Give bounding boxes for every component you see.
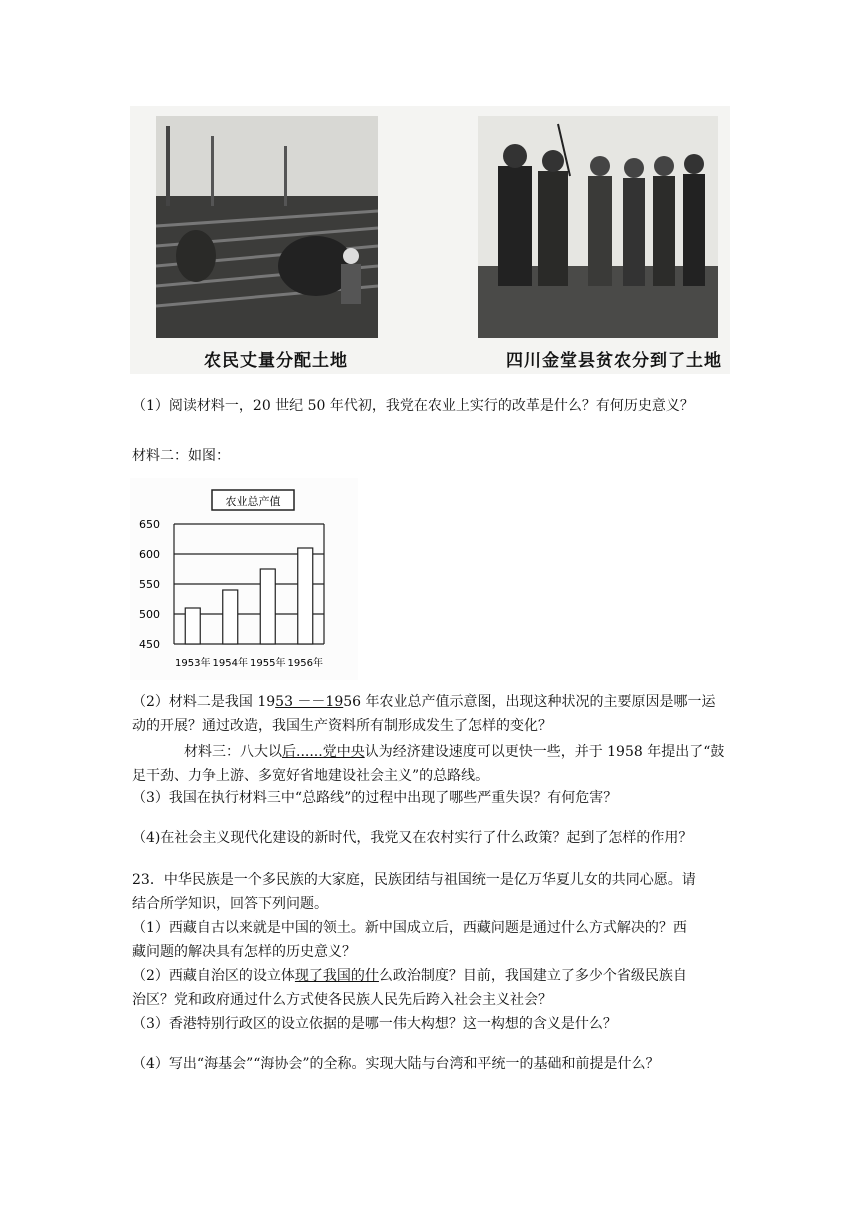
m3-underlined: 后......党中央 — [282, 744, 365, 760]
q23-sub-2-line-1 — [132, 964, 732, 988]
q23-sub-3: （3）香港特别行政区的设立依据的是哪一伟大构想？这一构想的含义是什么？ — [132, 1016, 617, 1032]
q23-s2-part-1: （2）西藏自治区的设立体 — [132, 968, 295, 984]
y-tick-label: 450 — [139, 638, 160, 651]
bar — [260, 569, 275, 644]
q23-s2-part-3: 么政治制度？目前，我国建立了多少个省级民族自 — [378, 968, 687, 984]
bar — [298, 548, 313, 644]
q2-part-a: （2）材料二是我国 19 — [132, 694, 276, 710]
question-3: （3）我国在执行材料三中“总路线”的过程中出现了哪些严重失误？有何危害？ — [132, 790, 618, 806]
q23-s2-underlined: 现了我国的什 — [294, 968, 379, 984]
q23-sub-1-line-2: 藏问题的解决具有怎样的历史意义？ — [132, 944, 356, 960]
m3-part-a: 材料三：八大以 — [184, 744, 282, 760]
question-2-line-1 — [132, 690, 732, 714]
photo-caption-left: 农民丈量分配土地 — [204, 351, 348, 371]
y-tick-label: 500 — [139, 608, 160, 621]
photo-farmers-measuring-land — [156, 116, 378, 338]
material-two-label: 材料二：如图： — [132, 448, 230, 464]
q2-years-underlined: 53 －－19 — [275, 694, 344, 710]
agricultural-output-chart — [130, 478, 358, 680]
x-tick-label: 1955年 — [250, 658, 286, 669]
photo-caption-right: 四川金堂县贫农分到了土地 — [506, 351, 722, 371]
x-tick-label: 1954年 — [212, 658, 248, 669]
q23-sub-1-line-1: （1）西藏自古以来就是中国的领土。新中国成立后，西藏问题是通过什么方式解决的？西 — [132, 920, 687, 936]
bar — [223, 590, 238, 644]
question-23-intro-line-1: 23．中华民族是一个多民族的大家庭，民族团结与祖国统一是亿万华夏儿女的共同心愿。请 — [132, 872, 696, 888]
bar — [185, 608, 200, 644]
question-2-line-2: 动的开展？通过改造，我国生产资料所有制形成发生了怎样的变化？ — [132, 718, 552, 734]
y-tick-label: 600 — [139, 548, 160, 561]
y-tick-label: 550 — [139, 578, 160, 591]
x-tick-label: 1953年 — [175, 658, 211, 669]
m3-part-c: 认为经济建设速度可以更快一些，并于 1958 年提出了“鼓 — [364, 744, 725, 760]
chart-title: 农业总产值 — [225, 495, 281, 508]
question-1: （1）阅读材料一，20 世纪 50 年代初，我党在农业上实行的改革是什么？有何历史意义？ — [132, 398, 694, 414]
q23-sub-2-line-2: 治区？党和政府通过什么方式使各民族人民先后跨入社会主义社会？ — [132, 992, 552, 1008]
photo-poor-farmers-receive-land — [478, 116, 718, 338]
q2-part-c: 56 年农业总产值示意图，出现这种状况的主要原因是哪一运 — [343, 694, 716, 710]
material-three-line-1 — [184, 740, 784, 764]
material-three-line-2: 足干劲、力争上游、多宽好省地建设社会主义”的总路线。 — [132, 768, 490, 784]
y-tick-label: 650 — [139, 518, 160, 531]
question-4: （4)在社会主义现代化建设的新时代，我党又在农村实行了什么政策？起到了怎样的作用？ — [132, 830, 693, 846]
bar-chart — [130, 478, 358, 680]
material-one-photos — [130, 106, 730, 374]
question-23-intro-line-2: 结合所学知识，回答下列问题。 — [132, 896, 328, 912]
x-tick-label: 1956年 — [287, 658, 323, 669]
q23-sub-4: （4）写出“海基会”“海协会”的全称。实现大陆与台湾和平统一的基础和前提是什么？ — [132, 1056, 660, 1072]
